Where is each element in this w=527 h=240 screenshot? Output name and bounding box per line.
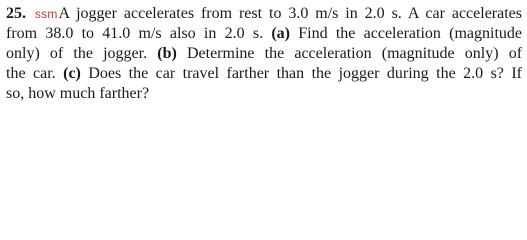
problem-line-5 xyxy=(6,84,522,104)
problem-text-8: so, how much farther? xyxy=(6,85,150,102)
part-a-label: (a) xyxy=(271,25,290,42)
problem-text-1: A jogger accelerates from rest to 3.0 m/s in 2.0 s. A car accelerates xyxy=(58,5,523,22)
problem-text-4: only) of the jogger. xyxy=(6,45,148,62)
problem-text-3: Find the acceleration (magnitude xyxy=(298,25,523,42)
problem-text-2: from 38.0 to 41.0 m/s also in 2.0 s. xyxy=(6,25,264,42)
problem-number: 25. xyxy=(6,5,26,22)
problem-text-5: Determine the acceleration (magnitude only) of xyxy=(186,45,523,62)
part-b-label: (b) xyxy=(157,45,177,62)
problem-line-4 xyxy=(6,64,522,84)
problem-line-1 xyxy=(6,4,522,24)
problem-text-6: the car. xyxy=(6,65,56,82)
part-c-label: (c) xyxy=(63,65,81,82)
problem-25 xyxy=(6,4,522,104)
problem-text-7: Does the car travel farther than the jogger during the 2.0 s? If xyxy=(88,65,523,82)
ssm-badge: ssm xyxy=(34,7,58,21)
problem-line-2 xyxy=(6,24,522,44)
problem-line-3 xyxy=(6,44,522,64)
